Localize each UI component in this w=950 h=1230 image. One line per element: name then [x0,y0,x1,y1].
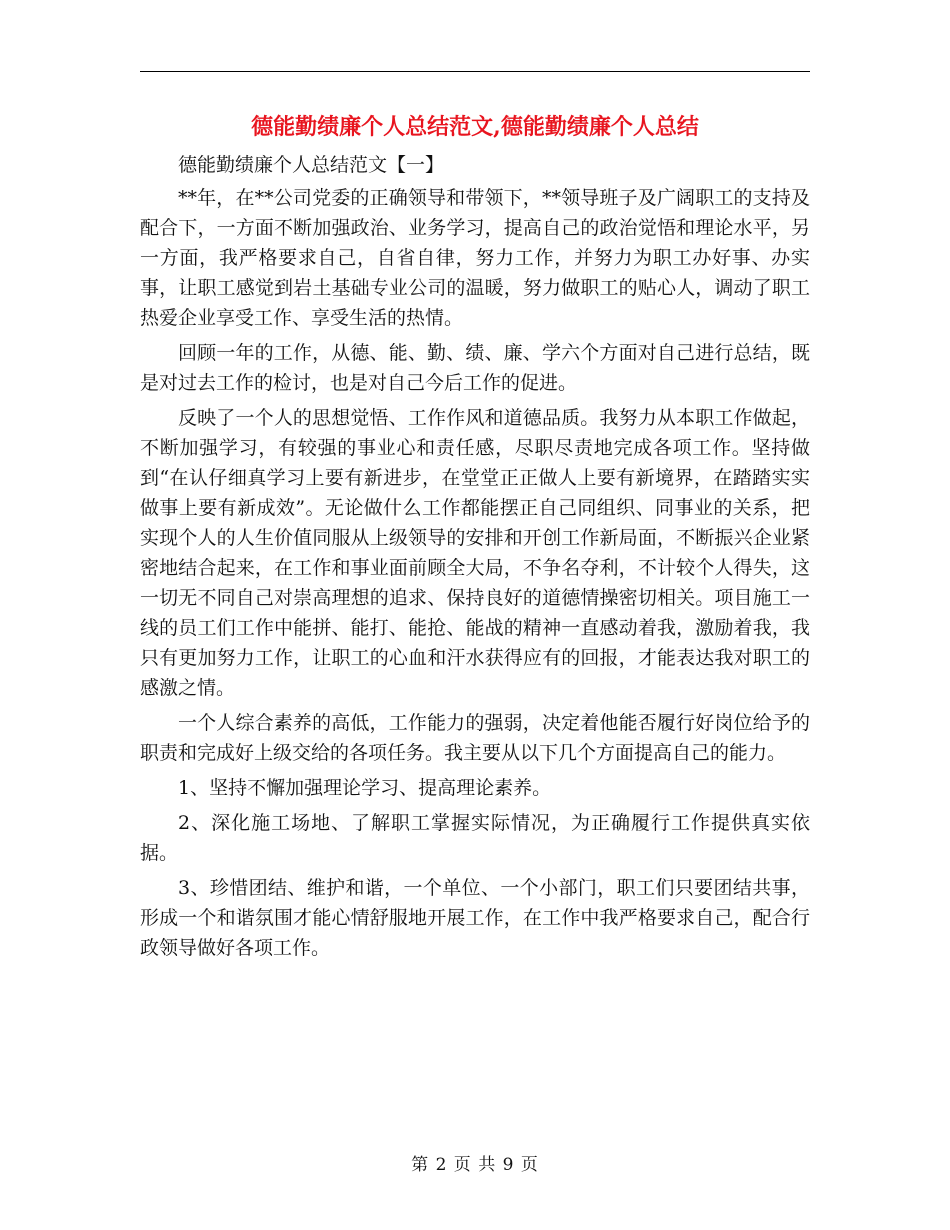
paragraph-ability: 一个人综合素养的高低，工作能力的强弱，决定着他能否履行好岗位给予的职责和完成好上级交给的各项任务。我主要从以下几个方面提高自己的能力。 [140,712,810,764]
header-rule [140,71,810,72]
document-title: 德能勤绩廉个人总结范文,德能勤绩廉个人总结 [251,114,699,140]
paragraph-intro: **年，在**公司党委的正确领导和带领下，**领导班子及广阔职工的支持及配合下，一方面不断加强政治、业务学习，提高自己的政治觉悟和理论水平，另一方面，我严格要求自己，自省自律，努力工作，并努力为职工办好事、办实事，让职工感觉到岩土基础专业公司的温暖，努力做职工的贴心人，调动了职工热爱企业享受工作、享受生活的热情。 [140,187,810,329]
page-number-footer: 第 2 页 共 9 页 [411,1155,539,1175]
list-item-1: 1、坚持不懈加强理论学习、提高理论素养。 [178,777,552,799]
list-item-3: 3、珍惜团结、维护和谐，一个单位、一个小部门，职工们只要团结共事，形成一个和谐氛围才能心情舒服地开展工作，在工作中我严格要求自己，配合行政领导做好各项工作。 [140,877,810,959]
paragraph-review: 回顾一年的工作，从德、能、勤、绩、廉、学六个方面对自己进行总结，既是对过去工作的检讨，也是对自己今后工作的促进。 [140,342,810,394]
section-heading: 德能勤绩廉个人总结范文【一】 [178,154,445,176]
list-item-2: 2、深化施工场地、了解职工掌握实际情况，为正确履行工作提供真实依据。 [140,812,810,864]
document-body [140,150,810,963]
paragraph-virtue: 反映了一个人的思想觉悟、工作作风和道德品质。我努力从本职工作做起，不断加强学习，有较强的事业心和责任感，尽职尽责地完成各项工作。坚持做到“在认仔细真学习上要有新进步，在堂堂正正做人上要有新境界，在踏踏实实做事上要有新成效”。无论做什么工作都能摆正自己同组织、同事业的关系，把实现个人的人生价值同服从上级领导的安排和开创工作新局面，不断振兴企业紧密地结合起来，在工作和事业面前顾全大局，不争名夺利，不计较个人得失，这一切无不同自己对崇高理想的追求、保持良好的道德情操密切相关。项目施工一线的员工们工作中能拼、能打、能抢、能战的精神一直感动着我，激励着我，我只有更加努力工作，让职工的心血和汗水获得应有的回报，才能表达我对职工的感激之情。 [140,407,810,699]
